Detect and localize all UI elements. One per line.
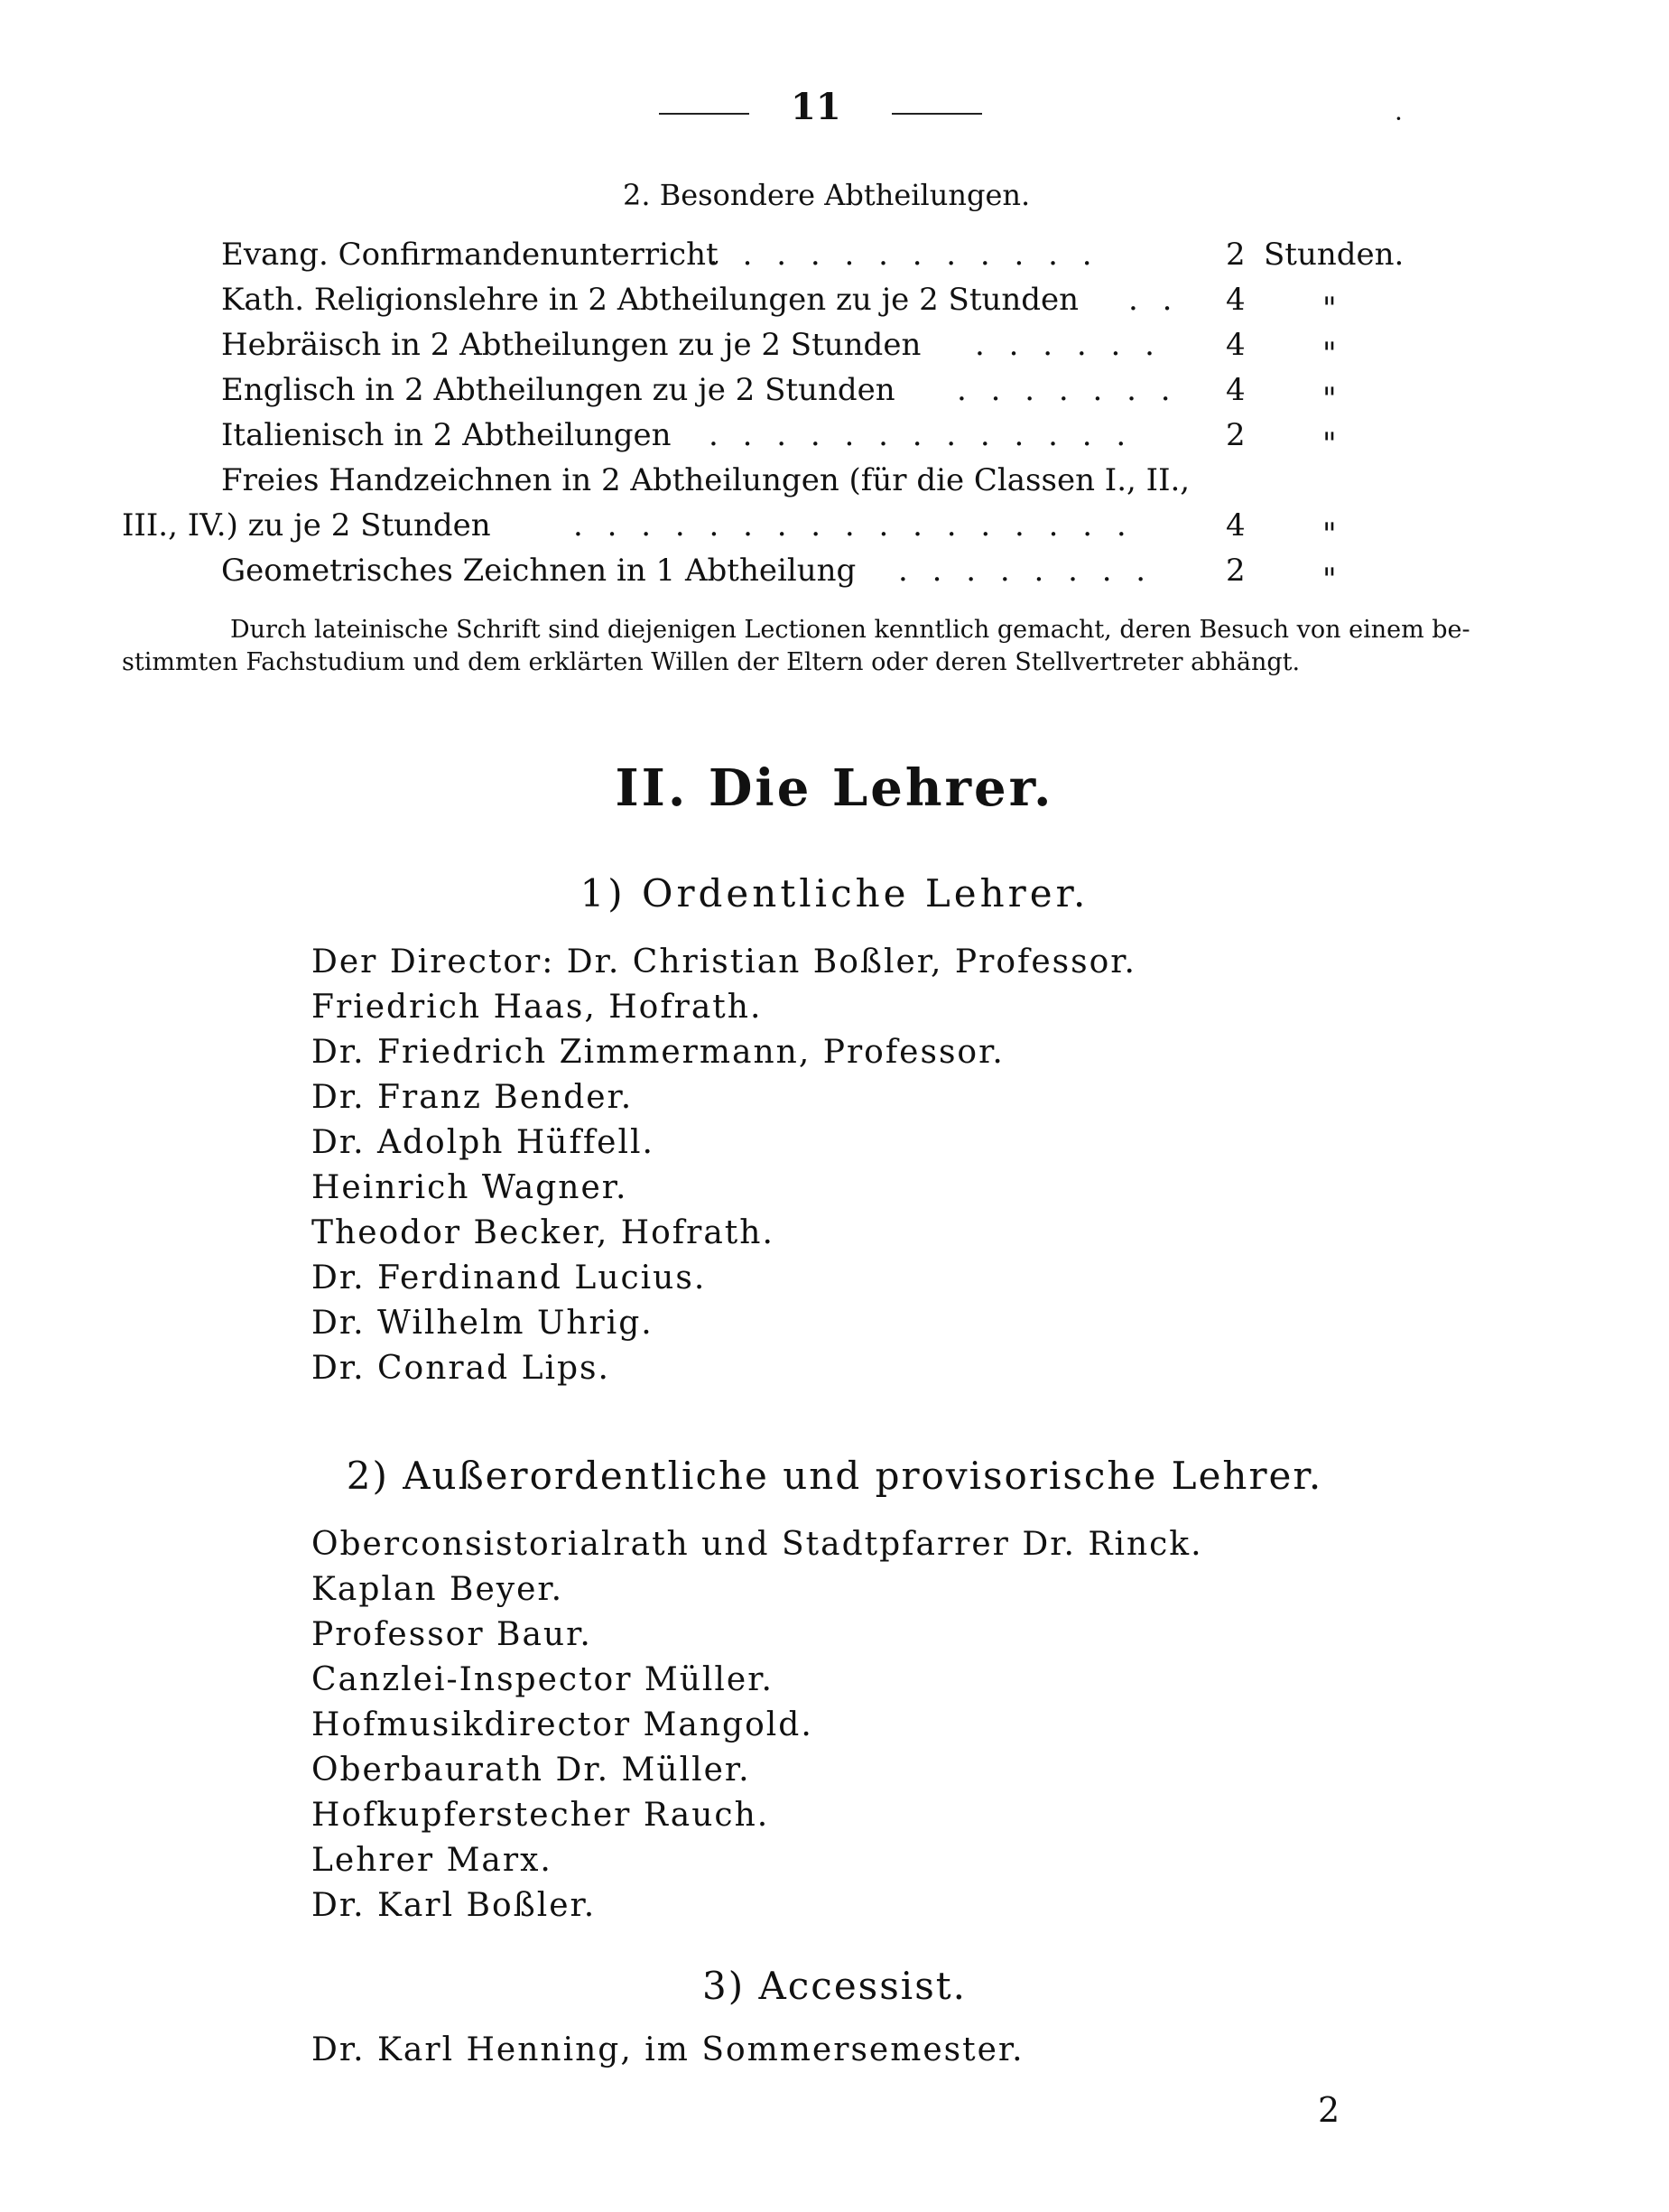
list-item: Oberbaurath Dr. Müller.	[311, 1752, 751, 1789]
list-item: Heinrich Wagner.	[311, 1169, 628, 1206]
list-item: Friedrich Haas, Hofrath.	[311, 989, 763, 1026]
schedule-row-num: 4	[1226, 507, 1246, 544]
signature-mark: 2	[1318, 2090, 1340, 2130]
schedule-row-text: III., IV.) zu je 2 Stunden	[122, 507, 491, 544]
section-heading-besondere: 2. Besondere Abtheilungen.	[623, 178, 1031, 212]
heading-ausserordentliche-lehrer: 2) Außerordentliche und provisorische Lehrer.	[346, 1454, 1323, 1498]
schedule-row	[221, 372, 1223, 417]
schedule-row-unit: "	[1322, 381, 1337, 417]
schedule-row-unit: "	[1322, 426, 1337, 462]
list-item: Dr. Wilhelm Uhrig.	[311, 1305, 654, 1342]
header-rule-right	[892, 113, 982, 115]
leader-dots: . . . . . . . . . . . . . . . . .	[573, 507, 1134, 544]
schedule-row-text: Kath. Religionslehre in 2 Abtheilungen zu je 2 Stunden	[221, 282, 1080, 318]
schedule-row	[221, 237, 1223, 282]
schedule-row-unit: Stunden.	[1264, 237, 1405, 273]
schedule-row-num: 4	[1226, 282, 1246, 318]
list-item: Dr. Karl Boßler.	[311, 1887, 597, 1924]
part-title: II. Die Lehrer.	[615, 758, 1054, 818]
leader-dots: . .	[1128, 282, 1180, 318]
footnote-line: stimmten Fachstudium und dem erklärten Willen der Eltern oder deren Stellvertreter abhängt.	[122, 648, 1301, 676]
footnote-line: Durch lateinische Schrift sind diejenigen Lectionen kenntlich gemacht, deren Besuch von einem be-	[230, 616, 1470, 644]
leader-dots: . . . . . .	[975, 327, 1162, 363]
leader-dots: . . . . . . . . . . . . .	[709, 417, 1134, 453]
list-item: Professor Baur.	[311, 1616, 592, 1653]
schedule-row-text: Englisch in 2 Abtheilungen zu je 2 Stunden	[221, 372, 895, 408]
schedule-row-num: 4	[1226, 372, 1246, 408]
schedule-row-unit: "	[1322, 516, 1337, 553]
schedule-row	[221, 327, 1223, 372]
page-header	[0, 86, 1669, 140]
header-rule-left	[659, 113, 749, 115]
schedule-row	[221, 553, 1223, 598]
schedule-row	[221, 417, 1223, 462]
schedule-row-text: Hebräisch in 2 Abtheilungen zu je 2 Stunden	[221, 327, 922, 363]
list-item: Canzlei-Inspector Müller.	[311, 1661, 774, 1698]
schedule-row-unit: "	[1322, 336, 1337, 372]
leader-dots: . . . . . . . . . . . .	[709, 237, 1099, 273]
schedule-row-unit: "	[1322, 291, 1337, 327]
list-item: Kaplan Beyer.	[311, 1571, 564, 1608]
schedule-row-num: 2	[1226, 237, 1246, 273]
list-item: Lehrer Marx.	[311, 1842, 552, 1879]
header-dot: ·	[1395, 104, 1403, 134]
schedule-row-unit: "	[1322, 562, 1337, 598]
list-item: Hofkupferstecher Rauch.	[311, 1797, 770, 1834]
list-item: Hofmusikdirector Mangold.	[311, 1706, 813, 1743]
schedule-row	[122, 507, 1223, 553]
leader-dots: . . . . . . . .	[898, 553, 1154, 589]
leader-dots: . . . . . . .	[957, 372, 1178, 408]
list-item: Theodor Becker, Hofrath.	[311, 1214, 774, 1251]
heading-ordentliche-lehrer: 1) Ordentliche Lehrer.	[580, 871, 1089, 915]
schedule-row-text: Geometrisches Zeichnen in 1 Abtheilung	[221, 553, 857, 589]
list-item: Dr. Adolph Hüffell.	[311, 1124, 654, 1161]
schedule-row	[221, 282, 1223, 327]
schedule-row-text: Italienisch in 2 Abtheilungen	[221, 417, 672, 453]
footnote	[122, 614, 1503, 679]
list-item: Dr. Friedrich Zimmermann, Professor.	[311, 1034, 1005, 1071]
heading-accessist: 3) Accessist.	[701, 1964, 967, 2008]
list-item: Der Director: Dr. Christian Boßler, Professor.	[311, 943, 1136, 981]
schedule-row-num: 2	[1226, 417, 1246, 453]
list-item: Dr. Ferdinand Lucius.	[311, 1259, 707, 1297]
list-item: Dr. Conrad Lips.	[311, 1350, 610, 1387]
list-item: Oberconsistorialrath und Stadtpfarrer Dr. Rinck.	[311, 1526, 1203, 1563]
schedule-row-num: 2	[1226, 553, 1246, 589]
schedule-row-num: 4	[1226, 327, 1246, 363]
schedule-row-text: Freies Handzeichnen in 2 Abtheilungen (für die Classen I., II.,	[221, 462, 1191, 498]
schedule-row-text: Evang. Confirmandenunterricht	[221, 237, 719, 273]
schedule-row	[221, 462, 1223, 507]
list-item: Dr. Karl Henning, im Sommersemester.	[311, 2031, 1025, 2068]
list-item: Dr. Franz Bender.	[311, 1079, 634, 1116]
page-number: 11	[791, 86, 841, 128]
